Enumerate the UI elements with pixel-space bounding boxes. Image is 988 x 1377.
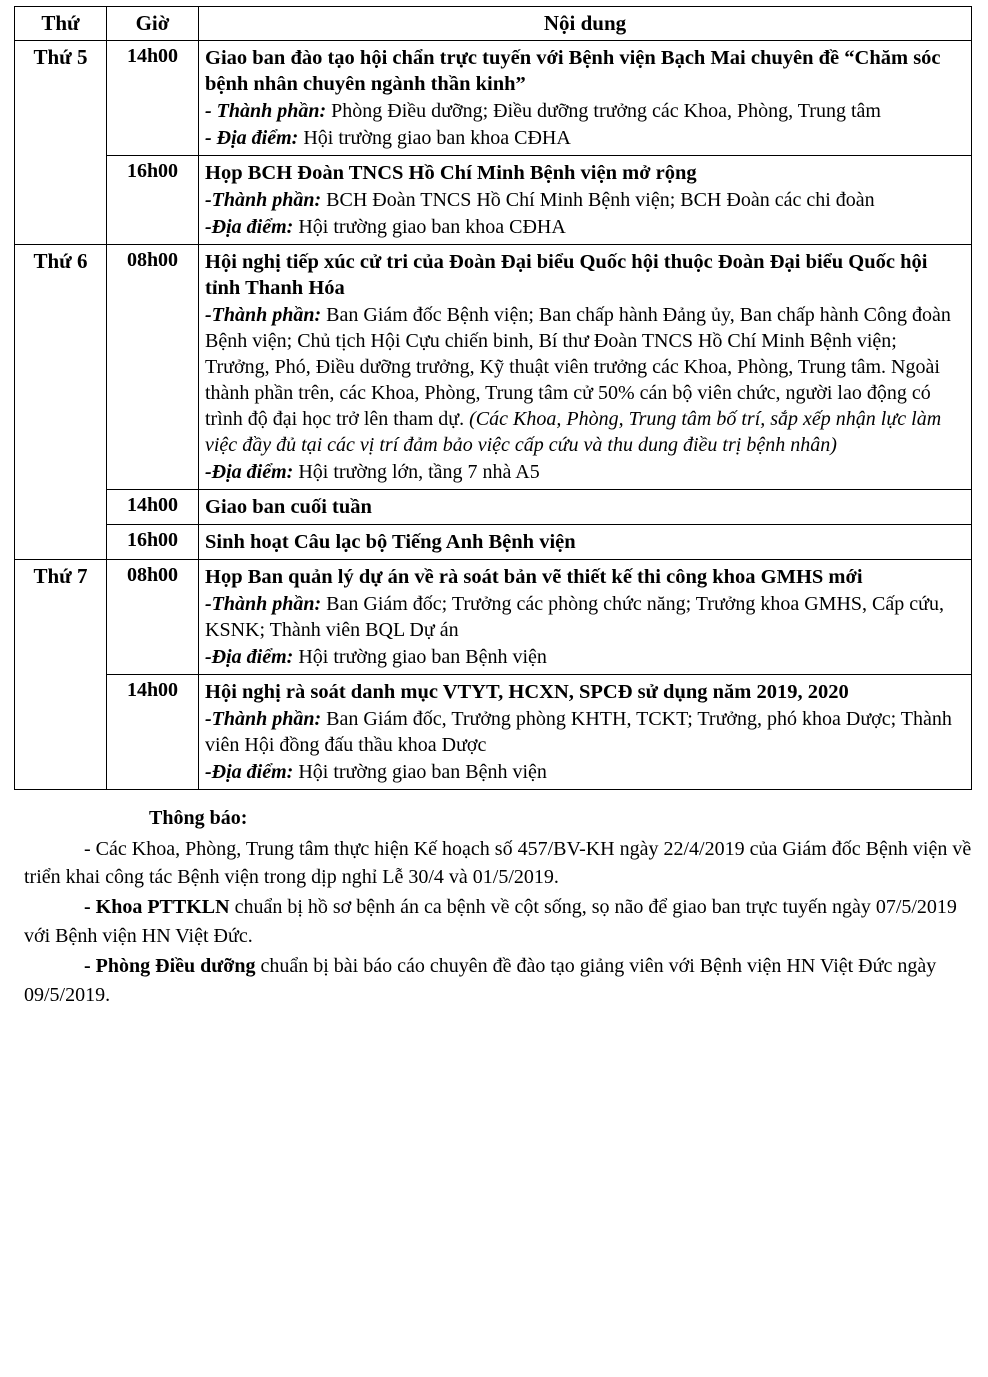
detail-text: Phòng Điều dưỡng; Điều dưỡng trưởng các Khoa, Phòng, Trung tâm [326,100,881,123]
note-item [24,835,974,892]
detail-label: -Thành phần: [205,593,322,616]
note-lead: - Khoa PTTKLN [84,896,230,919]
table-row [15,245,972,490]
table-header-row [15,7,972,41]
event-detail-line [205,302,965,458]
content-cell [199,560,972,675]
note-text: chuẩn bị bài báo cáo chuyên đề đào tạo giảng viên với Bệnh viện HN Việt Đức ngày 09/5/2019. [24,955,937,1006]
table-row [15,41,972,156]
time-cell: 08h00 [107,245,199,490]
event-detail-line [205,214,965,240]
day-cell-thu5: Thứ 5 [15,41,107,245]
day-cell-thu6: Thứ 6 [15,245,107,560]
time-cell: 14h00 [107,675,199,790]
column-header-content: Nội dung [199,7,972,41]
notes-title: Thông báo: [149,807,248,830]
content-cell [199,490,972,525]
detail-text-italic: (Các Khoa, Phòng, Trung tâm bố trí, sắp xếp nhận lực làm việc đầy đủ tại các vị trí đảm bảo việc cấp cứu và thu dung điều trị bệnh nhân) [205,408,942,457]
event-title: Hội nghị rà soát danh mục VTYT, HCXN, SPCĐ sử dụng năm 2019, 2020 [205,681,849,704]
detail-text: Hội trường giao ban khoa CĐHA [298,127,571,150]
event-detail-line [205,591,965,643]
note-text: - Các Khoa, Phòng, Trung tâm thực hiện Kế hoạch số 457/BV-KH ngày 22/4/2019 của Giám đốc Bệnh viện về triển khai công tác Bệnh viện trong dịp nghỉ Lễ 30/4 và 01/5/2019. [24,837,972,889]
detail-label: - Địa điểm: [205,127,299,150]
detail-text: BCH Đoàn TNCS Hồ Chí Minh Bệnh viện; BCH Đoàn các chi đoàn [321,189,875,212]
event-detail-line [205,459,965,485]
detail-label: -Địa điểm: [205,646,294,669]
content-cell [199,525,972,560]
table-row [15,156,972,245]
note-lead: - Phòng Điều dưỡng [84,955,256,978]
detail-label: - Thành phần: [205,100,327,123]
table-row [15,490,972,525]
day-cell-thu7: Thứ 7 [15,560,107,790]
event-detail-line [205,98,965,124]
time-cell: 16h00 [107,525,199,560]
detail-label: -Địa điểm: [205,761,294,784]
table-row [15,525,972,560]
time-cell: 08h00 [107,560,199,675]
event-detail-line [205,125,965,151]
event-title: Giao ban cuối tuần [205,496,372,519]
event-detail-line [205,644,965,670]
detail-text: Ban Giám đốc Bệnh viện; Ban chấp hành Đảng ủy, Ban chấp hành Công đoàn Bệnh viện; Chủ tịch Hội Cựu chiến binh, Bí thư Đoàn TNCS Hồ Chí Minh Bệnh viện; Trưởng, Phó, Điều dưỡng trưởng, Kỹ thuật viên trưởng các Khoa, Phòng, Trung tâm. Ngoài thành phần trên, các Khoa, Phòng, Trung tâm cử 50% cán bộ viên chức, người lao động có trình độ đại học trở lên tham dự. [205,304,951,431]
event-title: Giao ban đào tạo hội chẩn trực tuyến với Bệnh viện Bạch Mai chuyên đề “Chăm sóc bệnh nhân chuyên ngành thần kinh” [205,47,941,96]
detail-text: Ban Giám đốc; Trưởng các phòng chức năng; Trưởng khoa GMHS, Cấp cứu, KSNK; Thành viên BQL Dự án [205,593,944,642]
detail-text: Hội trường giao ban Bệnh viện [293,646,547,669]
column-header-time: Giờ [107,7,199,41]
note-item [24,893,974,950]
content-cell [199,245,972,490]
event-detail-line [205,187,965,213]
detail-label: -Địa điểm: [205,216,294,239]
detail-text: Hội trường giao ban Bệnh viện [293,761,547,784]
table-row [15,560,972,675]
table-row [15,675,972,790]
event-detail-line [205,759,965,785]
note-text: chuẩn bị hồ sơ bệnh án ca bệnh về cột sống, sọ não để giao ban trực tuyến ngày 07/5/2019 với Bệnh viện HN Việt Đức. [24,896,957,947]
time-cell: 16h00 [107,156,199,245]
time-cell: 14h00 [107,490,199,525]
event-detail-line [205,706,965,758]
schedule-table [14,6,972,790]
detail-text: Ban Giám đốc, Trưởng phòng KHTH, TCKT; Trưởng, phó khoa Dược; Thành viên Hội đồng đấu thầu khoa Dược [205,708,952,757]
event-title: Sinh hoạt Câu lạc bộ Tiếng Anh Bệnh viện [205,531,576,554]
detail-label: -Thành phần: [205,304,322,327]
detail-label: -Thành phần: [205,189,322,212]
note-item [24,952,974,1009]
column-header-day: Thứ [15,7,107,41]
event-title: Hội nghị tiếp xúc cử tri của Đoàn Đại biểu Quốc hội thuộc Đoàn Đại biểu Quốc hội tỉnh Thanh Hóa [205,251,928,300]
time-cell: 14h00 [107,41,199,156]
notes-section [14,804,974,1009]
event-title: Họp BCH Đoàn TNCS Hồ Chí Minh Bệnh viện mở rộng [205,162,697,185]
detail-text: Hội trường giao ban khoa CĐHA [293,216,566,239]
content-cell [199,41,972,156]
detail-text: Hội trường lớn, tầng 7 nhà A5 [293,461,540,484]
content-cell [199,156,972,245]
event-title: Họp Ban quản lý dự án về rà soát bản vẽ thiết kế thi công khoa GMHS mới [205,566,863,589]
detail-label: -Thành phần: [205,708,322,731]
detail-label: -Địa điểm: [205,461,294,484]
content-cell [199,675,972,790]
